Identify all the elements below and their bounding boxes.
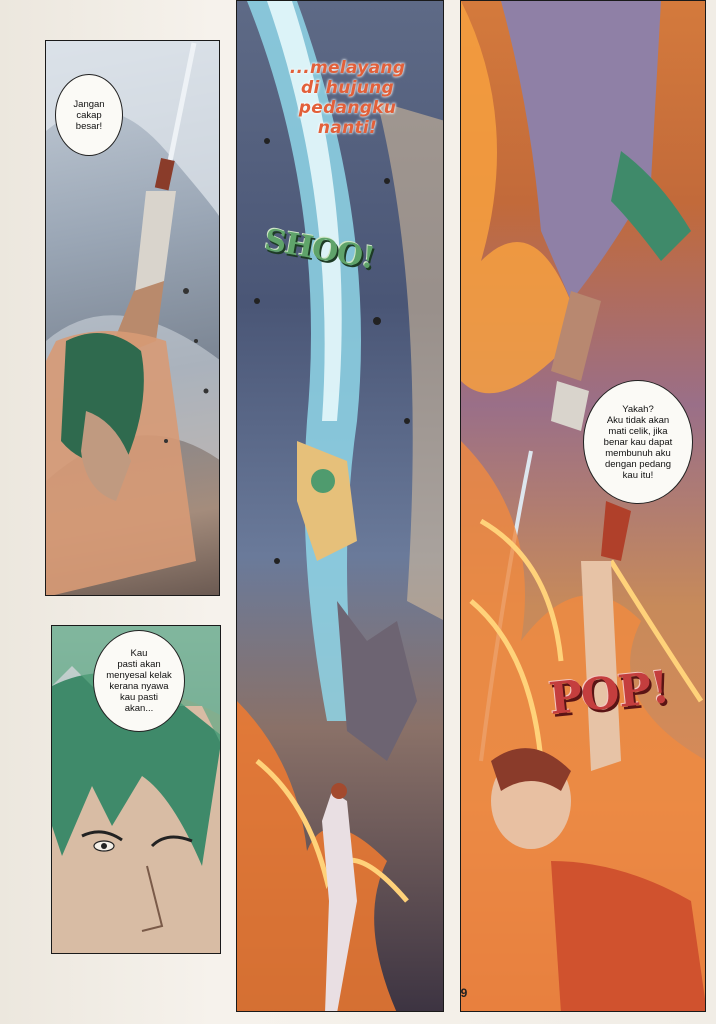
speech-text: Yakah? Aku tidak akan mati celik, jika benar kau dapat membunuh aku dengan pedang kau itu! bbox=[603, 403, 673, 481]
panel-diving-attack bbox=[236, 0, 444, 1012]
speech-text: Jangan cakap besar! bbox=[73, 98, 105, 132]
narration-caption: ...melayang di hujung pedangku nanti! bbox=[289, 58, 406, 138]
speech-balloon-kau-pasti bbox=[93, 630, 185, 732]
page-number: 9 bbox=[460, 986, 468, 1000]
panel-fire-clash bbox=[460, 0, 706, 1012]
speech-balloon-jangan bbox=[55, 74, 123, 156]
speech-balloon-yakah bbox=[583, 380, 693, 504]
panel-4-art bbox=[461, 1, 706, 1012]
sfx-shoo: SHOO! bbox=[261, 222, 377, 277]
panel-3-art bbox=[237, 1, 444, 1012]
sfx-pop: POP! bbox=[546, 661, 672, 726]
speech-text: Kau pasti akan menyesal kelak kerana nyawa kau pasti akan... bbox=[106, 648, 172, 714]
